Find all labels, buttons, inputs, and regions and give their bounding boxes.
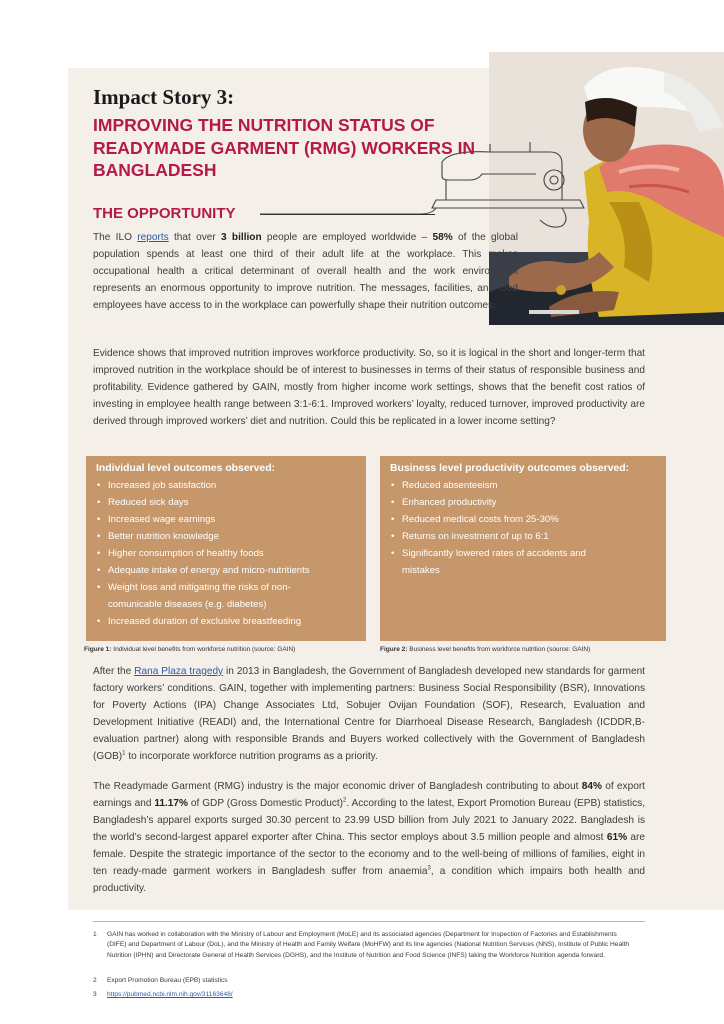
list-item: • Increased duration of exclusive breastfeeding (96, 613, 356, 630)
context-paragraph-2: The Readymade Garment (RMG) industry is the major economic driver of Bangladesh contributing to about 84% of export earnings and 11.17% of GDP (Gross Domestic Product)$^2$. According to the latest, Export Promotion Bureau (EPB) statistics, Bangladesh’s apparel exports surged 30.30 percent to 23.99 USD billion from July 2021 to January 2022. Bangladesh is the world’s second-largest apparel exporter after China. This sector employs about 3.5 million people and almost 61% are female. Despite the strategic importance of the sector to the economy and to the well-being of millions of families, eight in ten ready-made garment workers in Bangladesh suffer from anaemia$^3$, a condition which impairs both health and productivity. (93, 781, 646, 894)
business-outcomes-list (390, 477, 656, 579)
list-item: • Increased wage earnings (96, 511, 356, 528)
story-label: Impact Story 3: (93, 85, 235, 109)
page-title: IMPROVING THE NUTRITION STATUS OF READYMADE GARMENT (RMG) WORKERS IN BANGLADESH (93, 115, 476, 180)
individual-outcomes-title: Individual level outcomes observed: (96, 463, 276, 474)
list-item: • Reduced absenteeism (390, 477, 656, 494)
footnote-3: 3 https://pubmed.ncbi.nlm.nih.gov/31163648/ (93, 990, 637, 1000)
list-item: • Weight loss and mitigating the risks of non-comunicable diseases (e.g. diabetes) (96, 579, 326, 613)
list-item: • Increased job satisfaction (96, 477, 356, 494)
business-outcomes-box (380, 456, 666, 641)
list-item: • Enhanced productivity (390, 494, 656, 511)
individual-outcomes-box (86, 456, 366, 641)
section-heading-opportunity: THE OPPORTUNITY (93, 205, 236, 222)
context-paragraph-1: After the Rana Plaza tragedy in 2013 in Bangladesh, the Government of Bangladesh developed new standards for garment factory workers’ conditions. GAIN, together with implementing partners: Business Social Responsibility (BSR), Innovations for Poverty Actions (IPA) Change Associates Ltd, Sobujer Ovijan Foundation (SOF), Research, Evaluation and Development Initiative (READI) and, the International Centre for Diarrhoeal Disease Research, Bangladesh (ICDDR,B- evaluation partner) along with responsible Brands and Buyers worked collectively with the Government of Bangladesh (GOB)$^1$ to incorporate workforce nutrition programs as a priority. (93, 666, 645, 762)
footnote-rule (93, 921, 645, 922)
rana-plaza-link[interactable]: Rana Plaza tragedy (134, 666, 224, 677)
pubmed-link[interactable]: https://pubmed.ncbi.nlm.nih.gov/31163648/ (107, 991, 233, 998)
business-outcomes-title: Business level productivity outcomes observed: (390, 463, 630, 474)
heading-rule (260, 214, 435, 215)
list-item: • Higher consumption of healthy foods (96, 545, 356, 562)
opportunity-paragraph-1: The ILO reports that over 3 billion people are employed worldwide – 58% of the global population spends at least one third of their adult life at the workplace. This makes occupational health a critical determinant of overall health and the work environment represents an enormous opportunity to improve nutrition. The messages, facilities, and food employees have access to in the workplace can powerfully shape their nutrition outcomes. (93, 232, 518, 311)
list-item: • Returns on investment of up to 6:1 (390, 528, 656, 545)
opportunity-paragraph-2: Evidence shows that improved nutrition improves workforce productivity. So, so it is logical in the short and longer-term that improved nutrition in the workplace should be of interest to businesses in terms of their status of responsible business and profitability. Evidence gathered by GAIN, mostly from higher income work settings, shows that the benefit cost ratios of investing in employee health range between 3:1-6:1. Improved workers’ loyalty, reduced turnover, improved productivity are derived through improved workers’ diet and nutrition. Could this be replicated in a lower income setting? (93, 348, 645, 427)
list-item: • Significantly lowered rates of accidents and mistakes (390, 545, 605, 579)
individual-outcomes-list (96, 477, 356, 630)
figure-2-caption: Figure 2: Business level benefits from workforce nutrition (source: GAIN) (380, 646, 591, 653)
list-item: • Reduced medical costs from 25-30% (390, 511, 656, 528)
footnote-2: 2 Export Promotion Bureau (EPB) statistics (93, 977, 228, 984)
list-item: • Adequate intake of energy and micro-nutritients (96, 562, 356, 579)
reports-link[interactable]: reports (137, 232, 169, 243)
figure-1-caption: Figure 1: Individual level benefits from workforce nutrition (source: GAIN) (84, 646, 296, 653)
list-item: • Better nutrition knowledge (96, 528, 356, 545)
footnote-1: 1 GAIN has worked in collaboration with the Ministry of Labour and Employment (MoLE) and its associated agencies (Department for Inspection of Factories and Establishments (DIFE) and Department of Labour (DoL), and the Ministry of Health and Family Welfare (MoHFW) and its line agencies (National Nutrition Services (NNS), Institute of Public Health Nutrition (IPHN) and Directorate General of Health Services (DGHS), and the Institute of Nutrition and Food Science (INFS) taking the Workforce Nutrition agenda forward. (93, 931, 630, 959)
list-item: • Reduced sick days (96, 494, 356, 511)
